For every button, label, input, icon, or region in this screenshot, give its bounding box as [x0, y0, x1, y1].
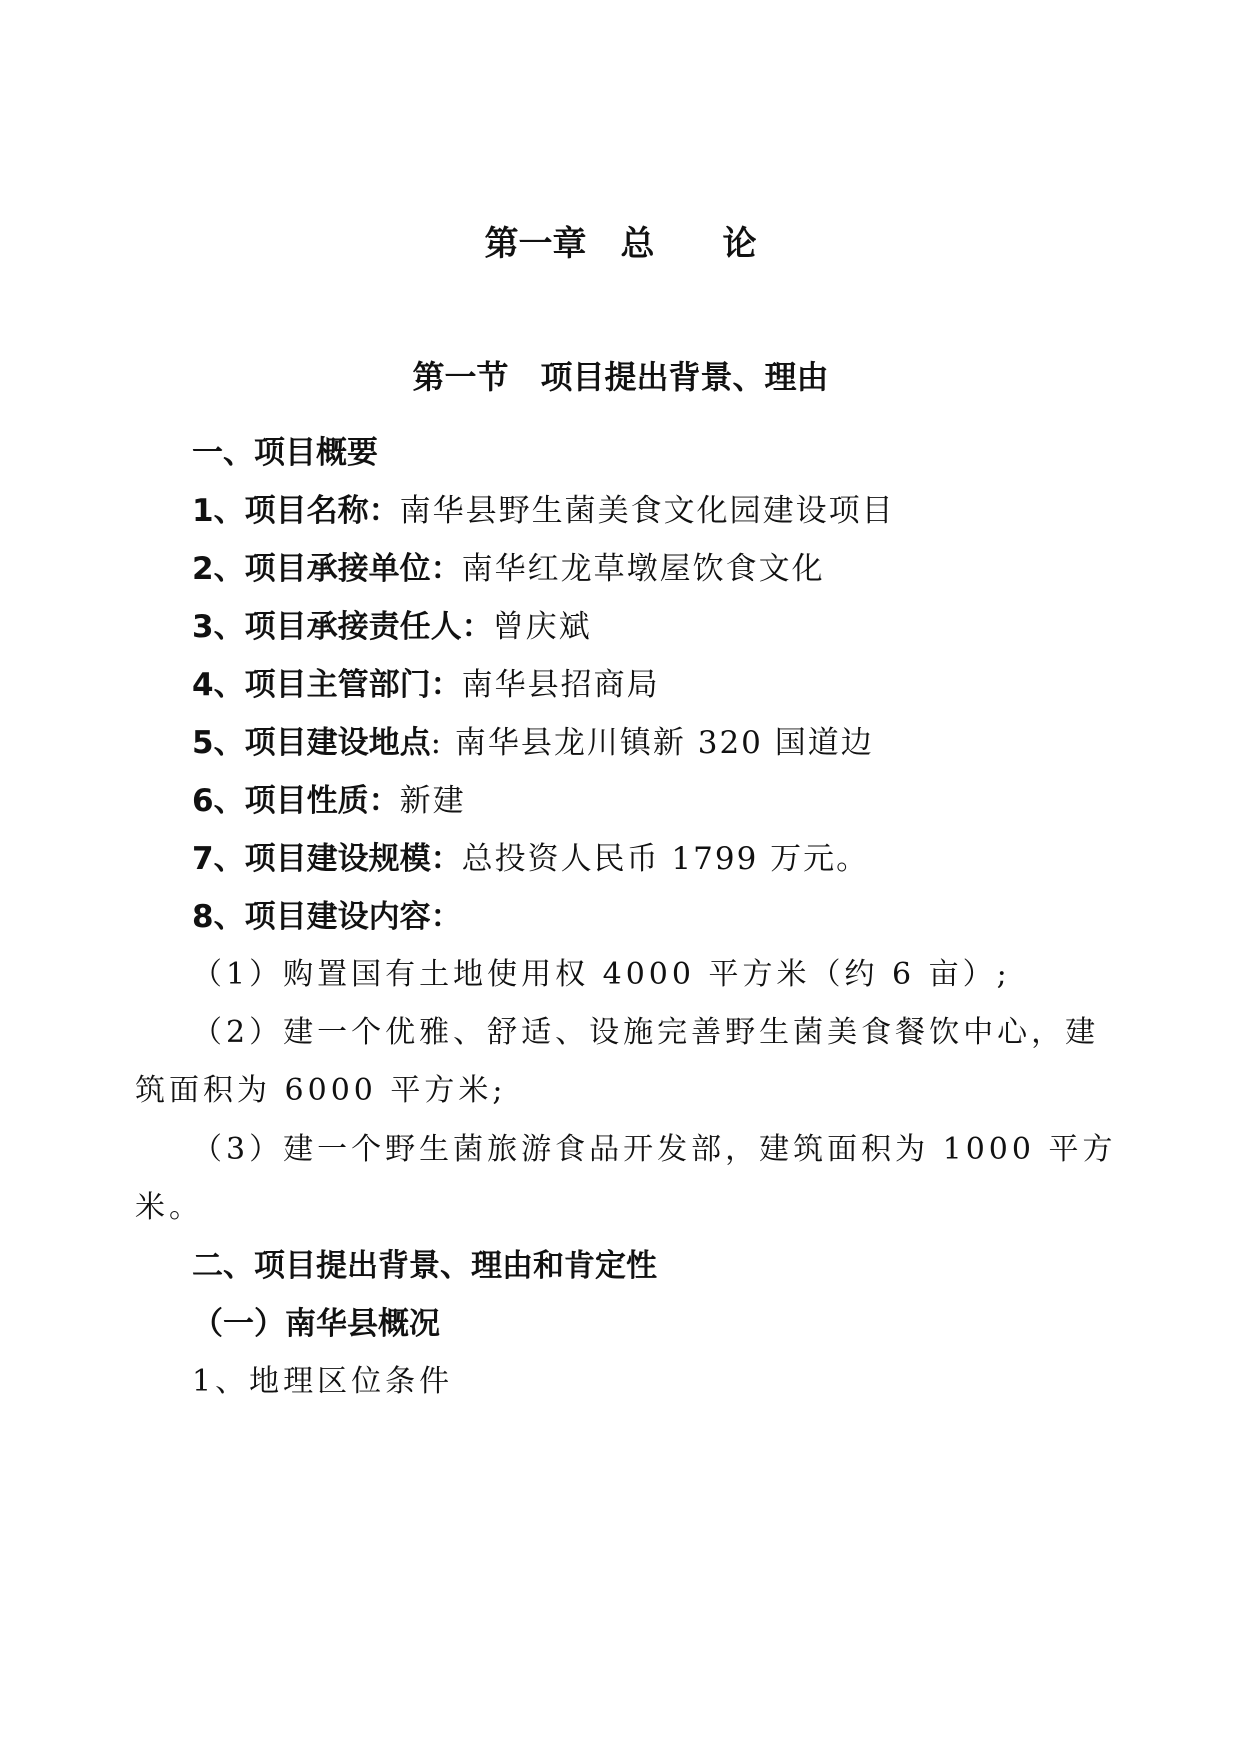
- item-value: : 南华县龙川镇新 320 国道边: [430, 725, 874, 761]
- content-line-1: （1）购置国有土地使用权 4000 平方米（约 6 亩）;: [192, 957, 1011, 992]
- item-value: 曾庆斌: [492, 609, 592, 645]
- county-heading: （一）南华县概况: [192, 1306, 440, 1342]
- item-value: 总投资人民币 1799 万元。: [461, 841, 870, 877]
- overview-heading: 一、项目概要: [192, 435, 378, 471]
- item-construction-scale: [192, 839, 869, 879]
- item-key: 2、项目承接单位：: [192, 551, 462, 587]
- item-value: 新建: [399, 783, 466, 819]
- content-line-2-cont: 筑面积为 6000 平方米;: [135, 1073, 507, 1108]
- item-value: 南华县野生菌美食文化园建设项目: [399, 493, 895, 529]
- chapter-title: 第一章 总 论: [484, 224, 757, 264]
- item-project-name: [192, 491, 895, 531]
- item-key: 6、项目性质：: [192, 783, 400, 819]
- item-responsible-person: [192, 607, 592, 647]
- item-value: 南华红龙草墩屋饮食文化: [461, 551, 825, 587]
- item-key: 3、项目承接责任人：: [192, 609, 493, 645]
- location-item: 1、地理区位条件: [192, 1364, 454, 1399]
- item-competent-department: [192, 665, 660, 705]
- item-key: 1、项目名称：: [192, 493, 400, 529]
- item-key: 4、项目主管部门：: [192, 667, 462, 703]
- item-undertaking-unit: [192, 549, 825, 589]
- item-construction-content: [192, 897, 462, 937]
- content-line-3: （3）建一个野生菌旅游食品开发部，建筑面积为 1000 平方: [192, 1132, 1117, 1167]
- item-key: 5、项目建设地点: [192, 725, 431, 761]
- section-title: 第一节 项目提出背景、理由: [412, 358, 829, 396]
- content-line-2: （2）建一个优雅、舒适、设施完善野生菌美食餐饮中心，建: [192, 1015, 1100, 1050]
- item-project-nature: [192, 781, 466, 821]
- item-key: 8、项目建设内容：: [192, 899, 462, 935]
- item-key: 7、项目建设规模：: [192, 841, 462, 877]
- background-heading: 二、项目提出背景、理由和肯定性: [192, 1248, 657, 1284]
- content-line-3-cont: 米。: [135, 1190, 203, 1225]
- item-value: 南华县招商局: [461, 667, 660, 703]
- item-construction-site: [192, 723, 874, 763]
